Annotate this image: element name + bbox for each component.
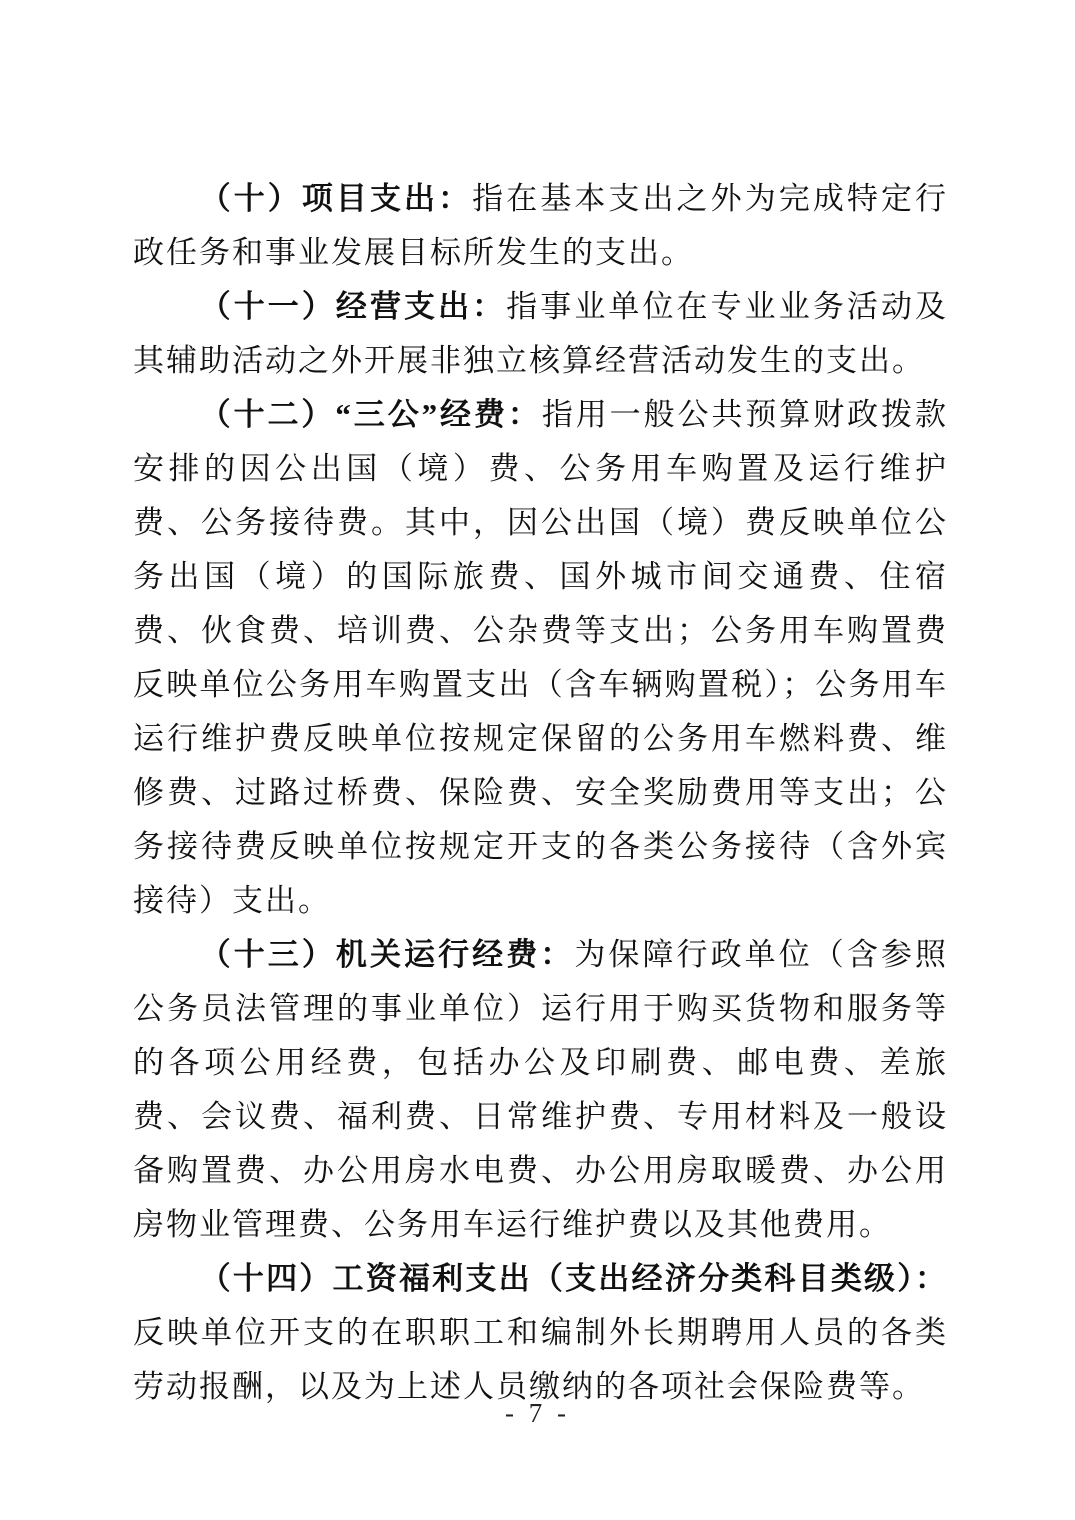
term-definition: 为保障行政单位（含参照公务员法管理的事业单位）运行用于购买货物和服务等的各项公用经费，包括办公及印刷费、邮电费、差旅费、会议费、福利费、日常维护费、专用材料及一般设备购置费、办公用房水电费、办公用房取暖费、办公用房物业管理费、公务用车运行维护费以及其他费用。: [133, 937, 949, 1242]
paragraph: [133, 172, 948, 280]
term-definition: 指事业单位在专业业务活动及其辅助活动之外开展非独立核算经营活动发生的支出。: [133, 289, 949, 378]
term-definition: 指用一般公共预算财政拨款安排的因公出国（境）费、公务用车购置及运行维护费、公务接待费。其中，因公出国（境）费反映单位公务出国（境）的国际旅费、国外城市间交通费、住宿费、伙食费、培训费、公杂费等支出；公务用车购置费反映单位公务用车购置支出（含车辆购置税）；公务用车运行维护费反映单位按规定保留的公务用车燃料费、维修费、过路过桥费、保险费、安全奖励费用等支出；公务接待费反映单位按规定开支的各类公务接待（含外宾接待）支出。: [133, 397, 949, 918]
page-number: - 7 -: [505, 1398, 570, 1428]
paragraph: [133, 1252, 948, 1414]
term-label: （十三）机关运行经费：: [199, 937, 575, 972]
paragraph: [133, 928, 948, 1252]
paragraph: [133, 280, 948, 388]
term-label: （十一）经营支出：: [199, 289, 507, 324]
term-definition: 反映单位开支的在职职工和编制外长期聘用人员的各类劳动报酬，以及为上述人员缴纳的各项社会保险费等。: [133, 1315, 948, 1404]
term-label: （十四）工资福利支出（支出经济分类科目类级）：: [199, 1261, 948, 1296]
document-body: [133, 172, 948, 1414]
paragraph: [133, 388, 948, 928]
term-label: （十二）“三公”经费：: [199, 397, 542, 432]
term-label: （十）项目支出：: [199, 181, 473, 216]
term-definition: 指在基本支出之外为完成特定行政任务和事业发展目标所发生的支出。: [133, 181, 949, 270]
